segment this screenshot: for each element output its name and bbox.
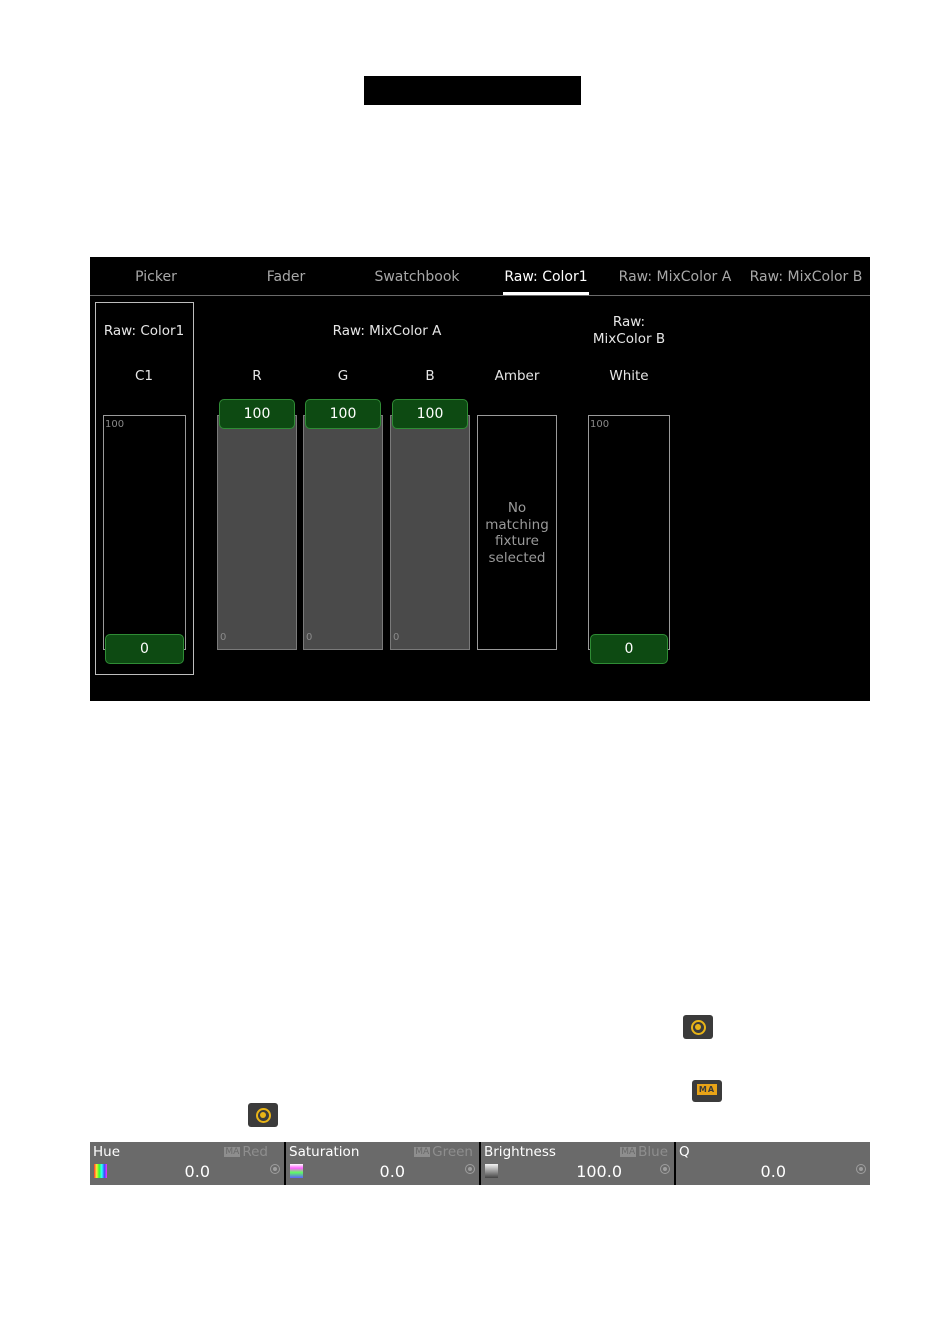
encoder-label: Saturation [289,1144,360,1160]
amber-no-match-message: No matching fixture selected [485,500,549,566]
white-value-button[interactable]: 0 [590,634,668,664]
mixcolor-b-title-line1: Raw: [612,314,646,330]
b-fader[interactable] [390,415,470,650]
white-fader[interactable] [588,415,670,650]
tab-raw-color1[interactable]: Raw: Color1 [503,269,589,291]
r-value-button[interactable]: 100 [219,399,295,429]
c1-scale-max: 100 [105,419,125,430]
encoder-gear-icon[interactable] [660,1164,670,1174]
redacted-title-block [364,76,581,105]
encoder-label: Hue [93,1144,121,1160]
encoder-q[interactable] [676,1142,870,1185]
tab-raw-mixcolor-a[interactable]: Raw: MixColor A [618,269,732,285]
encoder-value: 100.0 [576,1162,622,1181]
r-scale-min: 0 [220,632,227,643]
encoder-value: 0.0 [184,1162,210,1181]
color1-group-title: Raw: Color1 [103,323,185,339]
saturation-swatch-icon [290,1164,303,1178]
tab-picker[interactable]: Picker [135,269,177,285]
encoder-button-icon [248,1103,278,1127]
color-window [90,257,870,701]
encoder-value: 0.0 [379,1162,405,1181]
encoder-alt-label: MA Blue [621,1144,668,1160]
c1-channel-label: C1 [134,368,153,384]
encoder-button-icon [683,1015,713,1039]
c1-fader[interactable] [103,415,186,650]
encoder-label: Q [679,1144,690,1160]
encoder-saturation[interactable] [286,1142,479,1185]
tab-swatchbook[interactable]: Swatchbook [374,269,460,285]
encoder-gear-icon[interactable] [856,1164,866,1174]
r-channel-label: R [252,368,262,384]
g-fader[interactable] [303,415,383,650]
encoder-label: Brightness [484,1144,556,1160]
tab-fader[interactable]: Fader [266,269,306,285]
b-value-button[interactable]: 100 [392,399,468,429]
amber-channel-label: Amber [494,368,540,384]
b-channel-label: B [425,368,435,384]
tab-raw-mixcolor-b[interactable]: Raw: MixColor B [749,269,863,285]
r-fader[interactable] [217,415,297,650]
mixcolor-b-title-line2: MixColor B [592,331,666,347]
encoder-alt-label: MA Green [415,1144,473,1160]
ma-key-icon: MA [692,1080,722,1102]
tab-bar [90,257,870,296]
brightness-swatch-icon [485,1164,498,1178]
white-channel-label: White [609,368,649,384]
encoder-alt-label: MA Red [225,1144,268,1160]
c1-value-button[interactable]: 0 [105,634,184,664]
encoder-gear-icon[interactable] [270,1164,280,1174]
encoder-hue[interactable] [90,1142,284,1185]
b-scale-min: 0 [393,632,400,643]
encoder-brightness[interactable] [481,1142,674,1185]
white-scale-max: 100 [590,419,610,430]
hue-swatch-icon [94,1164,107,1178]
encoder-bar [90,1142,870,1185]
encoder-gear-icon[interactable] [465,1164,475,1174]
g-channel-label: G [337,368,349,384]
g-value-button[interactable]: 100 [305,399,381,429]
g-scale-min: 0 [306,632,313,643]
encoder-value: 0.0 [760,1162,786,1181]
mixcolor-a-group-title: Raw: MixColor A [332,323,442,339]
